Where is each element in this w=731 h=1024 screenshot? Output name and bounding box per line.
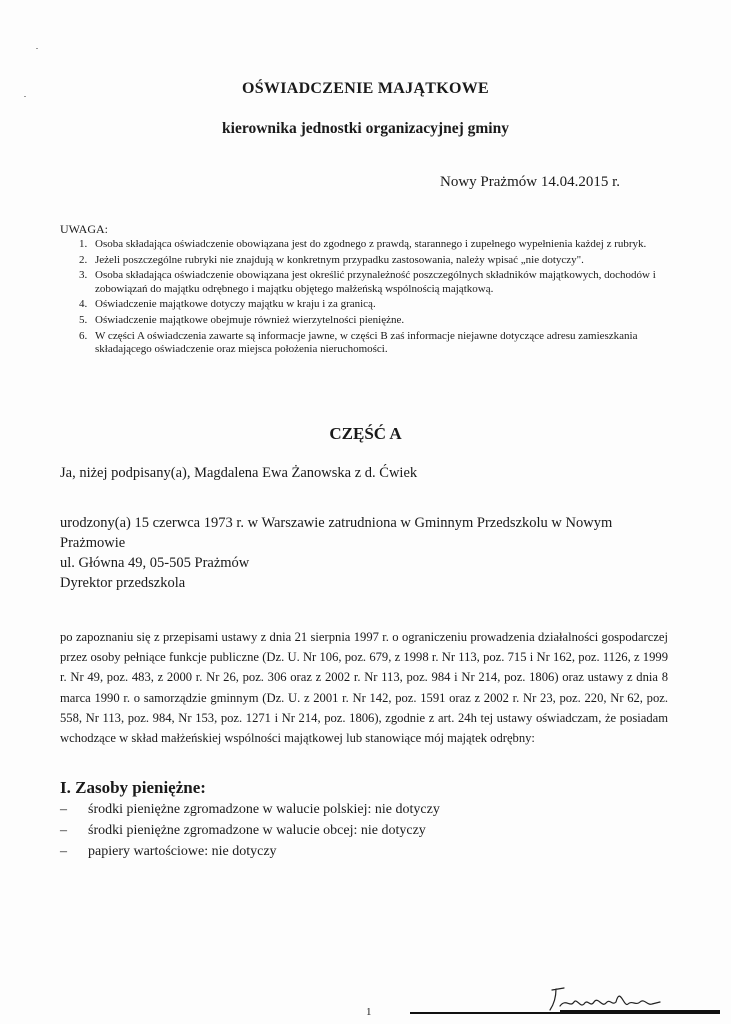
list-number: 3. [79, 269, 88, 282]
list-text: Osoba składająca oświadczenie obowiązana jest do zgodnego z prawdą, starannego i zupełnego wypełnienia każdej z rubryk. [95, 238, 647, 250]
list-item [60, 799, 440, 820]
place-date: Nowy Prażmów 14.04.2015 r. [440, 174, 620, 190]
dash-bullet: – [60, 844, 67, 859]
list-number: 4. [79, 298, 88, 311]
scan-speck [36, 48, 38, 49]
legal-statement: po zapoznaniu się z przepisami ustawy z dnia 21 sierpnia 1997 r. o ograniczeniu prowadzenia działalności gospodarczej przez osoby pełniące funkcje publiczne (Dz. U. Nr 106, poz. 679, z 1998 r. Nr 113, poz. 715 i Nr 162, poz. 1126, z 1999 r. Nr 49, poz. 483, z 2000 r. Nr 26, poz. 306 oraz z 2002 r. Nr 113, poz. 984 i Nr 214, poz. 1806) oraz ustawy z dnia 8 marca 1990 r. o samorządzie gminnym (Dz. U. z 2001 r. Nr 142, poz. 1591 oraz z 2002 r. Nr 23, poz. 220, Nr 62, poz. 558, Nr 113, poz. 984, Nr 153, poz. 1271 i Nr 214, poz. 1806), zgodnie z art. 24h tej ustawy oświadczam, że posiadam wchodzące w skład małżeńskiej wspólności majątkowej lub stanowiące mój majątek odrębny: [60, 630, 668, 746]
list-text: Jeżeli poszczególne rubryki nie znajdują w konkretnym przypadku zastosowania, należy wpisać „nie dotyczy". [95, 253, 584, 266]
page-number: 1 [366, 1006, 372, 1018]
list-item [68, 238, 668, 252]
list-text: Oświadczenie majątkowe dotyczy majątku w kraju i za granicą. [95, 298, 376, 311]
dash-bullet: – [60, 823, 67, 838]
dash-bullet: – [60, 802, 67, 817]
list-item [68, 298, 668, 312]
notes-list [68, 238, 668, 359]
part-a-heading: CZĘŚĆ A [329, 424, 402, 443]
list-item [68, 314, 668, 328]
list-item [68, 269, 668, 296]
section-heading: I. Zasoby pieniężne: [60, 778, 206, 797]
list-text: Osoba składająca oświadczenie obowiązana jest określić przynależność poszczególnych składników majątkowych, dochodów i zobowiązań do majątku odrębnego i majątku objętego małżeńską wspólnością majątkową. [95, 269, 656, 295]
list-item [60, 841, 440, 862]
notes-label: UWAGA: [60, 222, 108, 236]
list-number: 5. [79, 313, 88, 326]
list-text: środki pieniężne zgromadzone w walucie obcej: nie dotyczy [88, 823, 426, 838]
position-line: Dyrektor przedszkola [60, 575, 186, 591]
list-item [68, 330, 668, 357]
declarant-line: Ja, niżej podpisany(a), Magdalena Ewa Żanowska z d. Ćwiek [60, 465, 418, 481]
document-title: OŚWIADCZENIE MAJĄTKOWE [241, 80, 490, 97]
declarant-details [60, 513, 660, 593]
list-item [68, 254, 668, 268]
list-number: 2. [79, 253, 88, 266]
list-text: W części A oświadczenia zawarte są informacje jawne, w części B zaś informacje niejawne dotyczące adresu zamieszkania składającego oświadczenie oraz miejsca położenia nieruchomości. [95, 329, 638, 356]
list-number: 1. [79, 238, 88, 250]
document-subtitle: kierownika jednostki organizacyjnej gminy [222, 120, 509, 137]
list-item [60, 820, 440, 841]
list-text: środki pieniężne zgromadzone w walucie polskiej: nie dotyczy [88, 802, 440, 817]
address-line: ul. Główna 49, 05-505 Prażmów [60, 555, 250, 571]
list-text: papiery wartościowe: nie dotyczy [88, 844, 277, 859]
birth-employment-line: urodzony(a) 15 czerwca 1973 r. w Warszawie zatrudniona w Gminnym Przedszkolu w Nowym Prażmowie [60, 515, 613, 551]
list-text: Oświadczenie majątkowe obejmuje również wierzytelności pieniężne. [95, 313, 405, 326]
list-number: 6. [79, 329, 88, 342]
signature-line-bold [560, 1010, 720, 1013]
resources-list [60, 799, 440, 862]
handwritten-signature [544, 978, 694, 1014]
